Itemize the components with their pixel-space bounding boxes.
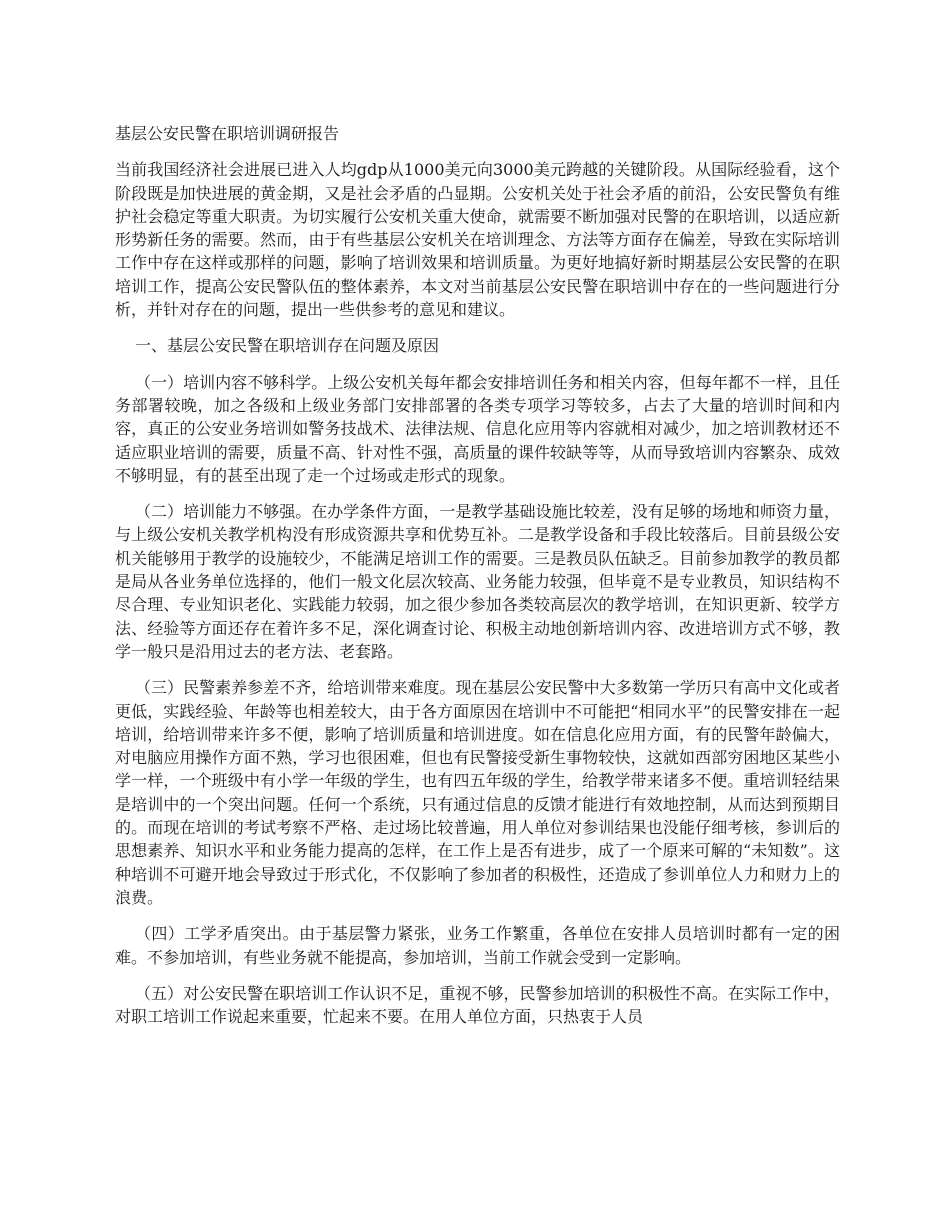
body-paragraph-1: （一）培训内容不够科学。上级公安机关每年都会安排培训任务和相关内容，但每年都不一样，且任务部署较晚，加之各级和上级业务部门安排部署的各类专项学习等较多，占去了大量的培训时间和内容，真正的公安业务培训如警务技战术、法律法规、信息化应用等内容就相对减少，加之培训教材还不适应职业培训的需要，质量不高、针对性不强，高质量的课件较缺等等，从而导致培训内容繁杂、成效不够明显，有的甚至出现了走一个过场或走形式的现象。: [115, 372, 840, 485]
body-paragraph-4: （四）工学矛盾突出。由于基层警力紧张，业务工作繁重，各单位在安排人员培训时都有一定的困难。不参加培训，有些业务就不能提高，参加培训，当前工作就会受到一定影响。: [115, 924, 840, 967]
body-paragraph-5: （五）对公安民警在职培训工作认识不足，重视不够，民警参加培训的积极性不高。在实际工作中，对职工培训工作说起来重要，忙起来不要。在用人单位方面，只热衷于人员: [115, 983, 840, 1027]
section-heading: 一、基层公安民警在职培训存在问题及原因: [135, 336, 440, 356]
body-paragraph-3: （三）民警素养参差不齐，给培训带来难度。现在基层公安民警中大多数第一学历只有高中文化或者更低，实践经验、年龄等也相差较大，由于各方面原因在培训中不可能把“相同水平”的民警安排在一起培训，给培训带来许多不便，影响了培训质量和培训进度。如在信息化应用方面，有的民警年龄偏大，对电脑应用操作方面不熟，学习也很困难，但也有民警接受新生事物较快，这就如西部穷困地区某些小学一样，一个班级中有小学一年级的学生，也有四五年级的学生，给教学带来诸多不便。重培训轻结果是培训中的一个突出问题。任何一个系统，只有通过信息的反馈才能进行有效地控制，从而达到预期目的。而现在培训的考试考察不严格、走过场比较普遍，用人单位对参训结果也没能仔细考核，参训后的思想素养、知识水平和业务能力提高的怎样，在工作上是否有进步，成了一个原来可解的“未知数”。这种培训不可避开地会导致过于形式化，不仅影响了参加者的积极性，还造成了参训单位人力和财力上的浪费。: [115, 678, 840, 907]
intro-paragraph: 当前我国经济社会进展已进入人均gdp从1000美元向3000美元跨越的关键阶段。从国际经验看，这个阶段既是加快进展的黄金期，又是社会矛盾的凸显期。公安机关处于社会矛盾的前沿，公安民警负有维护社会稳定等重大职责。为切实履行公安机关重大使命，就需要不断加强对民警的在职培训，以适应新形势新任务的需要。然而，由于有些基层公安机关在培训理念、方法等方面存在偏差，导致在实际培训工作中存在这样或那样的问题，影响了培训效果和培训质量。为更好地搞好新时期基层公安民警的在职培训工作，提高公安民警队伍的整体素养，本文对当前基层公安民警在职培训中存在的一些问题进行分析，并针对存在的问题，提出一些供参考的意见和建议。: [115, 160, 840, 320]
document-title: 基层公安民警在职培训调研报告: [115, 124, 340, 143]
document-page: [115, 122, 840, 1041]
body-paragraph-2: （二）培训能力不够强。在办学条件方面，一是教学基础设施比较差，没有足够的场地和师资力量，与上级公安机关教学机构没有形成资源共享和优势互补。二是教学设备和手段比较落后。目前县级公安机关能够用于教学的设施较少，不能满足培训工作的需要。三是教员队伍缺乏。目前参加教学的教员都是局从各业务单位选择的，他们一般文化层次较高、业务能力较强，但毕竟不是专业教员，知识结构不尽合理、专业知识老化、实践能力较弱，加之很少参加各类较高层次的教学培训，在知识更新、较学方法、经验等方面还存在着许多不足，深化调查讨论、积极主动地创新培训内容、改进培训方式不够，教学一般只是沿用过去的老方法、老套路。: [115, 502, 840, 661]
